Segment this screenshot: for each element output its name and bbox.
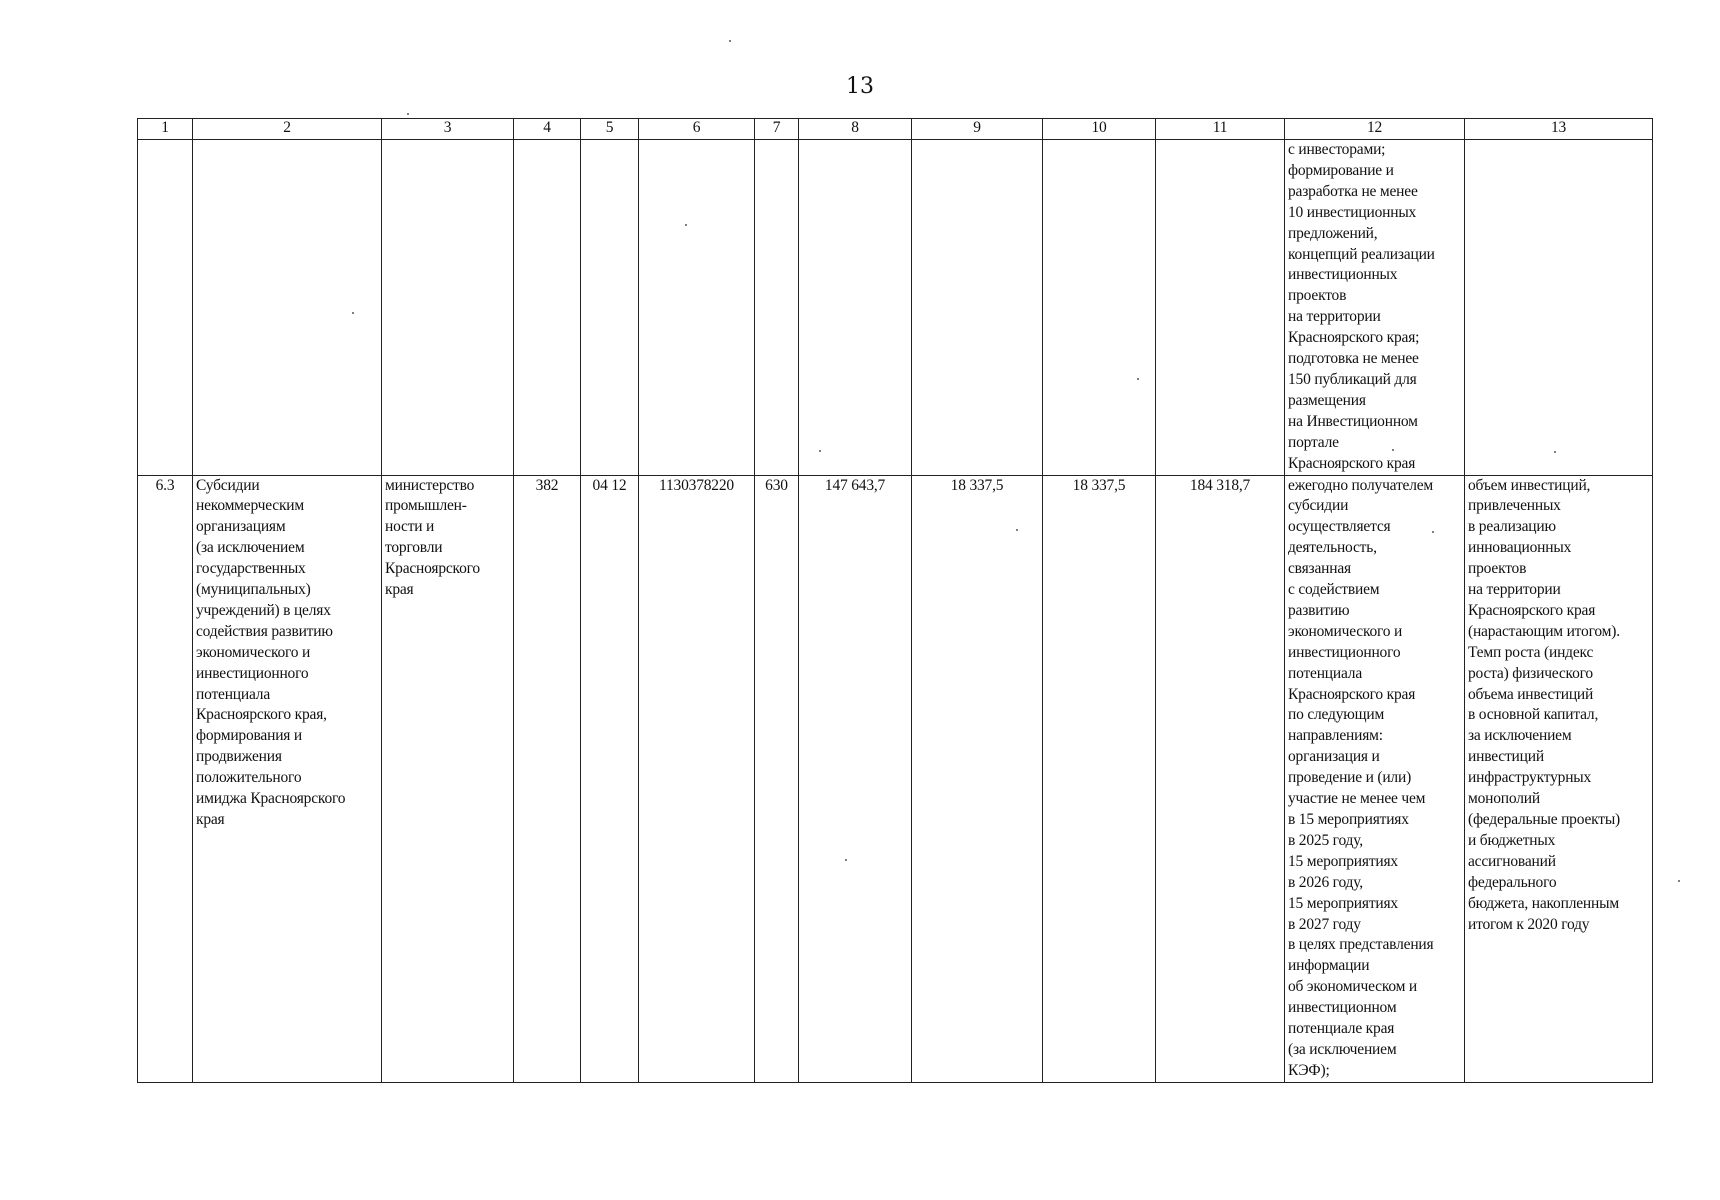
table-row-continuation xyxy=(138,140,1653,476)
scan-speck xyxy=(819,450,821,452)
table-cell xyxy=(1465,140,1653,476)
column-header: 4 xyxy=(514,119,581,140)
target-article-cell: 1130378220 xyxy=(639,475,755,1082)
amount-cell: 18 337,5 xyxy=(912,475,1043,1082)
section-code-cell: 04 12 xyxy=(581,475,639,1082)
column-header: 7 xyxy=(755,119,799,140)
table-row-6-3 xyxy=(138,475,1653,1082)
total-amount-cell: 184 318,7 xyxy=(1156,475,1285,1082)
table-cell xyxy=(799,140,912,476)
scan-speck xyxy=(1392,449,1394,451)
table-cell xyxy=(193,140,382,476)
administrator-cell: министерство промышлен- ности и торговли Красноярского края xyxy=(382,475,514,1082)
scan-speck xyxy=(729,40,731,42)
column-header: 3 xyxy=(382,119,514,140)
column-header: 8 xyxy=(799,119,912,140)
scan-speck xyxy=(1016,529,1018,531)
column-header: 10 xyxy=(1043,119,1156,140)
scan-speck xyxy=(1554,451,1556,453)
column-header: 11 xyxy=(1156,119,1285,140)
column-header: 6 xyxy=(639,119,755,140)
budget-table xyxy=(137,118,1653,1083)
table-cell xyxy=(912,140,1043,476)
indicators-cell: объем инвестиций, привлеченных в реализацию инновационных проектов на территории Красноярского края (нарастающим итогом). Темп роста (индекс роста) физического объема инвестиций в основной капитал, за исключением инвестиций инфраструктурных монополий (федеральные проекты) и бюджетных ассигнований федерального бюджета, накопленным итогом к 2020 году xyxy=(1465,475,1653,1082)
measure-name-cell: Субсидии некоммерческим организациям (за исключением государственных (муниципальных) учреждений) в целях содействия развитию экономического и инвестиционного потенциала Красноярского края, формирования и продвижения положительного имиджа Красноярского края xyxy=(193,475,382,1082)
table-cell xyxy=(1156,140,1285,476)
amount-cell: 147 643,7 xyxy=(799,475,912,1082)
table-cell xyxy=(755,140,799,476)
results-cell: ежегодно получателем субсидии осуществляется деятельность, связанная с содействием развитию экономического и инвестиционного потенциала Красноярского края по следующим направлениям: организация и проведение и (или) участие не менее чем в 15 мероприятиях в 2025 году, 15 мероприятиях в 2026 году, 15 мероприятиях в 2027 году в целях представления информации об экономическом и инвестиционном потенциале края (за исключением КЭФ); xyxy=(1285,475,1465,1082)
column-number-row xyxy=(138,119,1653,140)
table-cell xyxy=(138,140,193,476)
table-cell xyxy=(581,140,639,476)
column-header: 1 xyxy=(138,119,193,140)
scan-speck xyxy=(845,859,847,861)
column-header: 5 xyxy=(581,119,639,140)
scan-speck xyxy=(352,312,354,314)
scan-speck xyxy=(1432,531,1434,533)
scan-speck xyxy=(407,113,409,115)
amount-cell: 18 337,5 xyxy=(1043,475,1156,1082)
scan-speck xyxy=(685,224,687,226)
results-cell: с инвесторами; формирование и разработка не менее 10 инвестиционных предложений, концепций реализации инвестиционных проектов на территории Красноярского края; подготовка не менее 150 публикаций для размещения на Инвестиционном портале Красноярского края xyxy=(1285,140,1465,476)
column-header: 2 xyxy=(193,119,382,140)
item-number-cell: 6.3 xyxy=(138,475,193,1082)
column-header: 13 xyxy=(1465,119,1653,140)
table-cell xyxy=(639,140,755,476)
expense-type-cell: 630 xyxy=(755,475,799,1082)
grbs-code-cell: 382 xyxy=(514,475,581,1082)
column-header: 9 xyxy=(912,119,1043,140)
table-cell xyxy=(514,140,581,476)
scan-speck xyxy=(1137,378,1139,380)
table-cell xyxy=(1043,140,1156,476)
table-cell xyxy=(382,140,514,476)
column-header: 12 xyxy=(1285,119,1465,140)
page-number: 13 xyxy=(846,74,874,99)
scan-speck xyxy=(1678,880,1680,882)
